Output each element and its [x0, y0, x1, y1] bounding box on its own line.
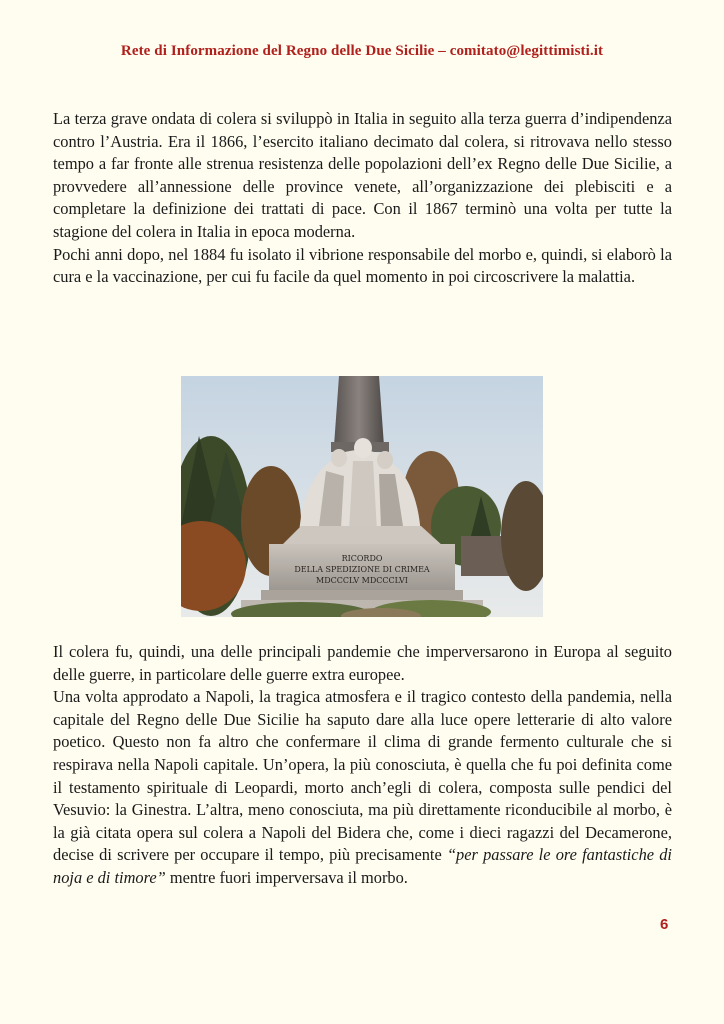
inscription-line: MDCCCLV MDCCCLVI — [316, 576, 408, 585]
page-header: Rete di Informazione del Regno delle Due Sicilie – comitato@legittimisti.it — [120, 43, 604, 59]
paragraph-text: mentre fuori imperversava il morbo. — [165, 867, 408, 887]
paragraph: Pochi anni dopo, nel 1884 fu isolato il vibrione responsabile del morbo e, quindi, si elaborò la cura e la vaccinazione, per cui fu facile da quel momento in poi circoscrivere la malattia. — [53, 244, 672, 287]
paragraph — [53, 686, 672, 889]
text-block-top — [53, 108, 672, 289]
page-number: 6 — [660, 916, 669, 933]
inscription-line: RICORDO — [341, 554, 383, 563]
paragraph: Il colera fu, quindi, una delle principali pandemie che imperversarono in Europa al seguito delle guerre, in particolare delle guerre extra europee. — [53, 642, 672, 684]
paragraph: La terza grave ondata di colera si sviluppò in Italia in seguito alla terza guerra d’indipendenza contro l’Austria. Era il 1866, l’esercito italiano decimato dal colera, si ritrovava nello stesso tempo a far fronte alle strenua resistenza delle popolazioni dell’ex Regno delle Due Sicilie, a provvedere all’annessione delle province venete, all’organizzazione dei plebisciti e a completare la definizione dei trattati di pace. Con il 1867 terminò una volta per tutte la stagione del colera in Italia in epoca moderna. — [53, 109, 672, 241]
inscription-line: DELLA SPEDIZIONE DI CRIMEA — [294, 565, 430, 574]
quote-text: “per passare le ore fantastiche di noja e di timore” — [53, 845, 672, 887]
crimea-monument-photo — [181, 376, 543, 617]
paragraph-text: Una volta approdato a Napoli, la tragica atmosfera e il tragico contesto della pandemia, nella capitale del Regno delle Due Sicilie ha saputo dare alla luce opere letterarie di alto valore poetico. Questo non fa altro che confermare il clima di grande fermento culturale che si respirava nella Napoli capitale. Un’opera, la più conosciuta, è quella che fu poi definita come il testamento spirituale di Leopardi, morto anch’egli di colera, composta sulle pendici del Vesuvio: la Ginestra. L’altra, meno conosciuta, ma più direttamente riconducibile al morbo, è la già citata opera sul colera a Napoli del Bidera che, come i dieci ragazzi del Decamerone, decise di scrivere per occupare il tempo, più precisamente — [53, 687, 672, 865]
text-block-bottom — [53, 641, 672, 890]
